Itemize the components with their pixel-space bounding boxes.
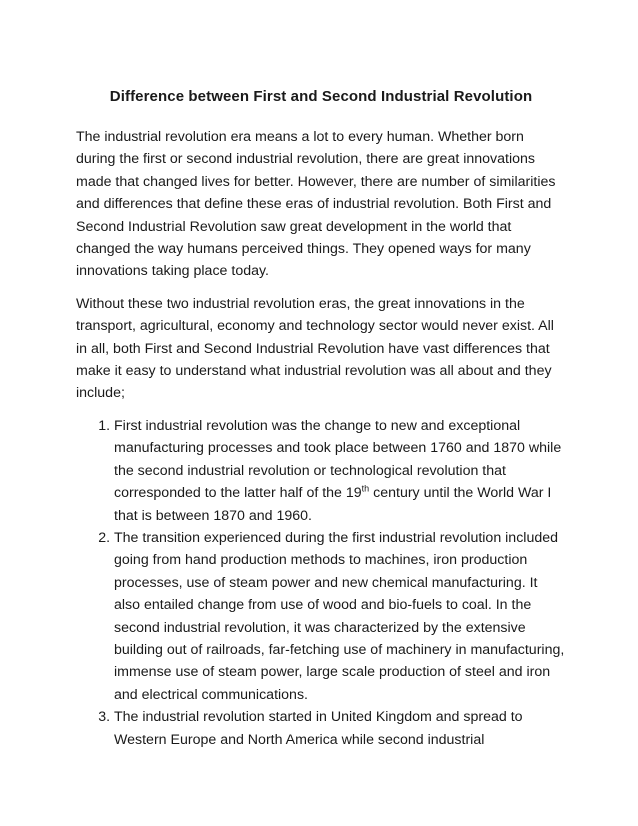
- intro-paragraph: The industrial revolution era means a lot to every human. Whether born during the first or second industrial revolution, there are great innovations made that changed lives for better. However, there are number of similarities and differences that define these eras of industrial revolution. Both First and Second Industrial Revolution saw great development in the world that changed the way humans perceived things. They opened ways for many innovations taking place today.: [76, 129, 556, 280]
- list-item: [114, 706, 566, 751]
- differences-list: [76, 415, 566, 751]
- list-item: [114, 415, 566, 527]
- list-item-text: The transition experienced during the first industrial revolution included going from hand production methods to machines, iron production processes, use of steam power and new chemical manufacturing. It also entailed change from use of wood and bio-fuels to coal. In the second industrial revolution, it was characterized by the extensive building out of railroads, far-fetching use of machinery in manufacturing, immense use of steam power, large scale production of steel and iron and electrical communications.: [114, 529, 565, 703]
- list-item-text-continued: century until the World War I that is between 1870 and 1960.: [114, 485, 552, 524]
- second-paragraph: Without these two industrial revolution eras, the great innovations in the transport, agricultural, economy and technology sector would never exist. All in all, both First and Second Industrial Revolution have vast differences that make it easy to understand what industrial revolution was all about and they include;: [76, 295, 554, 402]
- document-title: Difference between First and Second Industrial Revolution: [109, 88, 533, 105]
- list-item: [114, 527, 566, 706]
- list-item-text: First industrial revolution was the change to new and exceptional manufacturing processes and took place between 1760 and 1870 while the second industrial revolution or technological revolution that corresponded to the latter half of the 19: [114, 417, 562, 502]
- list-item-text: The industrial revolution started in United Kingdom and spread to Western Europe and North America while second industrial: [114, 709, 523, 748]
- ordinal-superscript: th: [361, 483, 370, 494]
- document-page: [76, 86, 566, 751]
